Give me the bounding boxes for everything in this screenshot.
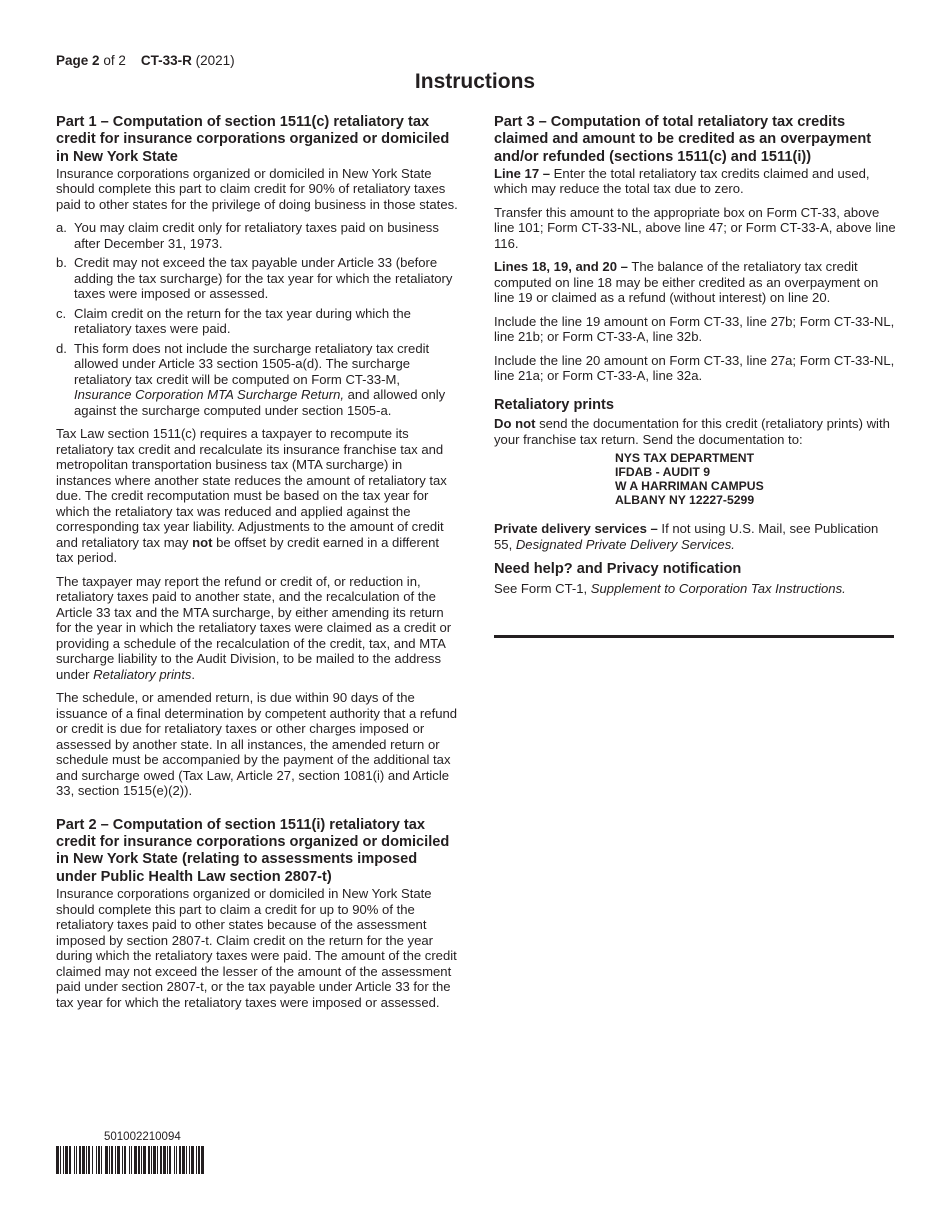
part1-paragraph-schedule: The schedule, or amended return, is due within 90 days of the issuance of a final determination by competent authority that a refund or credit is due for retaliatory taxes or other charges imposed or assessed by another state. In all instances, the amended return or schedule must be accompanied by the payment of the additional tax and surcharge owed (Tax Law, Article 27, section 1081(i) and Article 33, section 1515(e)(2)). [56, 690, 458, 799]
part1-heading: Part 1 – Computation of section 1511(c) retaliatory tax credit for insurance corporations organized or domiciled in New York State [56, 114, 450, 165]
list-item: a. You may claim credit only for retaliatory taxes paid on business after December 31, 1973. [56, 220, 439, 251]
part1-paragraph-recompute: Tax Law section 1511(c) requires a taxpayer to recompute its retaliatory tax credit and recalculate its insurance franchise tax and metropolitan transportation business tax (MTA surcharge) in instances where another state reduces the amount of retaliatory tax due. The credit recomputation must be based on the tax year for which the retaliatory tax was reduced and applied against the corresponding tax year liability. Adjustments to the amount of credit and retaliatory tax may not be offset by credit earned in a different tax period. [56, 426, 447, 566]
transfer-instruction: Transfer this amount to the appropriate box on Form CT-33, above line 101; Form CT-33-NL, above line 47; or Form CT-33-A, above line 116. [494, 204, 896, 251]
retaliatory-prints-text: Do not send the documentation for this credit (retaliatory prints) with your franchise tax return. Send the documentation to: [494, 416, 890, 447]
page-header [56, 53, 235, 68]
private-delivery-text: Private delivery services – If not using U.S. Mail, see Publication 55, Designated Private Delivery Services. [494, 521, 879, 552]
section-divider [494, 635, 894, 638]
part2-body: Insurance corporations organized or domiciled in New York State should complete this part to claim a credit for up to 90% of the retaliatory taxes paid to other states because of the assessment imposed by section 2807-t. Claim credit on the return for the year during which the retaliatory taxes were paid. The amount of the credit claimed may not exceed the lesser of the amount of the assessment paid under section 2807-t, or the tax payable under Article 33 for the tax year for which the retaliatory taxes were imposed or assessed. [56, 886, 457, 1010]
help-heading: Need help? and Privacy notification [494, 561, 742, 578]
list-item: c. Claim credit on the return for the tax year during which the retaliatory taxes were paid. [56, 305, 411, 337]
right-column [494, 114, 896, 604]
help-text: See Form CT-1, Supplement to Corporation Tax Instructions. [494, 580, 846, 596]
part2-heading: Part 2 – Computation of section 1511(i) retaliatory tax credit for insurance corporations organized or domiciled in New York State (relating to assessments imposed under Public Health Law section 2807-t) [56, 816, 450, 885]
part1-paragraph-report: The taxpayer may report the refund or credit of, or reduction in, retaliatory taxes paid to another state, and the recalculation of the Article 33 tax and the MTA surcharge, by either amending its return for the year in which the retaliatory taxes were claimed as a credit or providing a schedule of the recalculation of the credit, tax, and MTA surcharge liability to the Audit Division, to be mailed to the address under Retaliatory prints. [56, 573, 452, 682]
line19-instruction: Include the line 19 amount on Form CT-33, line 27b; Form CT-33-NL, line 21b; or Form CT-33-A, line 32b. [494, 313, 895, 345]
line20-instruction: Include the line 20 amount on Form CT-33, line 27a; Form CT-33-NL, line 21a; or Form CT-33-A, line 32a. [494, 352, 895, 384]
part1-intro: Insurance corporations organized or domiciled in New York State should complete this part to claim credit for 90% of retaliatory taxes paid to other states for the privilege of doing business in those states. [56, 165, 458, 212]
barcode-number: 501002210094 [104, 1131, 181, 1143]
left-column [56, 114, 460, 1018]
list-item: b. Credit may not exceed the tax payable under Article 33 (before adding the tax surcharge) for the tax year for which the retaliatory taxes were imposed or assessed. [56, 255, 453, 302]
retaliatory-prints-heading: Retaliatory prints [494, 396, 615, 413]
page-count: of 2 [103, 53, 126, 68]
form-year: (2021) [195, 53, 235, 68]
line17-instruction: Line 17 – Enter the total retaliatory tax credits claimed and used, which may reduce the total tax due to zero. [494, 165, 870, 197]
barcode [56, 1146, 240, 1174]
list-item: d. This form does not include the surcharge retaliatory tax credit allowed under Article 33 section 1505-a(d). The surcharge retaliatory tax credit will be computed on Form CT-33-M, Insurance Corporation MTA Surcharge Return, and allowed only against the surcharge computed under section 1505-a. [56, 340, 446, 418]
page-title: Instructions [414, 70, 536, 93]
page-label: Page [56, 53, 89, 68]
part3-heading: Part 3 – Computation of total retaliatory tax credits claimed and amount to be credited as an overpayment and/or refunded (sections 1511(c) and 1511(i)) [494, 114, 872, 165]
lines18-20-instruction: Lines 18, 19, and 20 – The balance of the retaliatory tax credit computed on line 18 may be either credited as an overpayment on line 19 or claimed as a refund (without interest) on line 20. [494, 259, 879, 306]
form-id: CT-33-R [140, 53, 192, 68]
part1-list [56, 220, 460, 418]
mailing-address: NYS TAX DEPARTMENT IFDAB - AUDIT 9 W A HARRIMAN CAMPUS ALBANY NY 12227-5299 [615, 451, 764, 508]
page-number: 2 [92, 53, 100, 68]
